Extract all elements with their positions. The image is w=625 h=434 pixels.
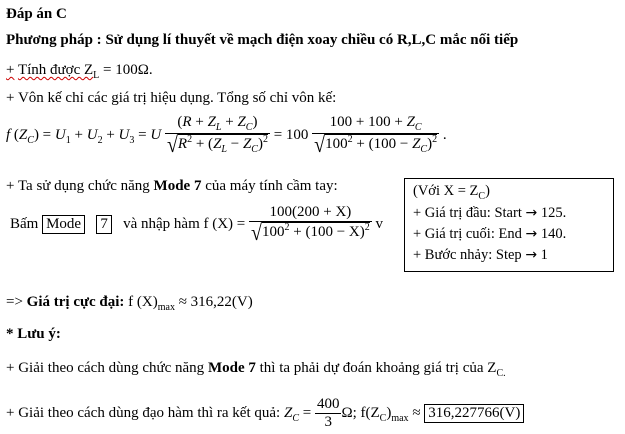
step1-line: + Tính được $Z_L = 100\Omega$. xyxy=(6,62,153,81)
step3-line: + Ta sử dụng chức năng Mode 7 của máy tính cầm tay: xyxy=(6,178,338,194)
final-value-box: 316,227766(V) xyxy=(424,404,524,423)
press-line: Bấm Mode 7 và nhập hàm f (X) = $\frac{100(200 + X)}{√100^2 + (100 - X)^2}$ v xyxy=(10,204,383,246)
mode-key: Mode xyxy=(42,215,85,234)
step2-line: + Vôn kế chỉ các giá trị hiệu dụng. Tổng số chỉ vôn kế: xyxy=(6,90,337,106)
box-line1: (Với $X = Z_C$) xyxy=(413,183,490,202)
arrow-right-icon: → xyxy=(525,247,538,263)
voltage-formula: f $(Z_C) = U_1 + U_2 + U_3 = U$ $\frac{(R + Z_L + Z_C)}{√R^2 + (Z_L - Z_C)^2}$ = 100 $\frac{100 + 100 + Z_C}{√100^2 + (100 - Z_C)^2}$ . xyxy=(6,114,447,158)
box-line4: + Bước nhảy: Step → 1 xyxy=(413,247,548,263)
seven-key: 7 xyxy=(96,215,112,234)
function-fraction: $\frac{100(200 + X)}{√100^2 + (100 - X)^2}$ xyxy=(251,204,370,246)
method-text: Sử dụng lí thuyết về mạch điện xoay chiều có R,L,C mắc nối tiếp xyxy=(105,32,519,48)
arrow-right-icon: → xyxy=(525,226,538,242)
result-line: => Giá trị cực đại: f $(X)_{max} \approx 316,22(V)$ xyxy=(6,294,253,313)
method-label: Phương pháp : xyxy=(6,32,102,48)
box-line3: + Giá trị cuối: End → 140. xyxy=(413,226,567,242)
box-line2: + Giá trị đầu: Start → 125. xyxy=(413,205,567,221)
mode7-settings-box xyxy=(404,178,614,272)
method-line xyxy=(6,32,518,49)
note-label: * Lưu ý: xyxy=(6,326,61,342)
note1-line: + Giải theo cách dùng chức năng Mode 7 thì ta phải dự đoán khoảng giá trị của $Z_{C.}$ xyxy=(6,360,506,379)
arrow-right-icon: → xyxy=(525,205,538,221)
answer-heading: Đáp án C xyxy=(6,6,67,22)
note2-line: + Giải theo cách dùng đạo hàm thì ra kết quả: $Z_C$ = $\frac{400}{3}$ Ω; $f(Z_C)_{max} \approx 316,227766(V)$ xyxy=(6,396,524,431)
